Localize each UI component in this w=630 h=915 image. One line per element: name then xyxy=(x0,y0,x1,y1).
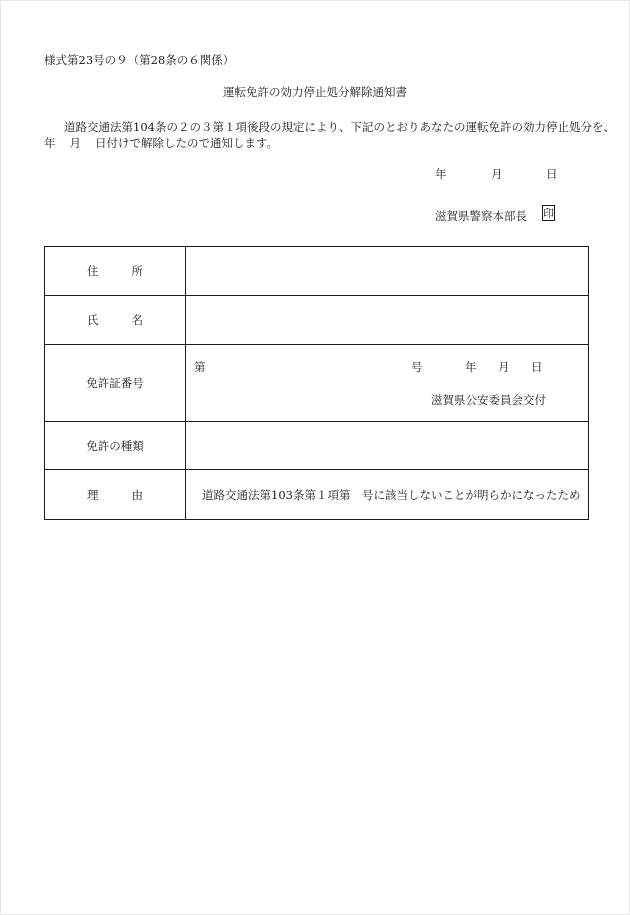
notice-table xyxy=(44,246,589,520)
body-text-line1: 道路交通法第104条の２の３第１項後段の規定により、下記のとおりあなたの運転免許の効力停止処分を、 xyxy=(64,120,615,134)
name-label: 氏 名 xyxy=(45,296,186,345)
license-type-label: 免許の種類 xyxy=(45,422,186,470)
reason-text: 道路交通法第103条第１項第 号に該当しないことが明らかになったため xyxy=(202,488,581,502)
document-title: 運転免許の効力停止処分解除通知書 xyxy=(223,85,407,99)
table-row-address xyxy=(45,247,589,296)
issuer-name: 滋賀県警察本部長 xyxy=(435,209,527,223)
license-type-value[interactable] xyxy=(186,422,589,470)
body-month: 月 xyxy=(69,136,81,150)
table-row-reason xyxy=(45,470,589,520)
license-number-label: 免許証番号 xyxy=(45,345,186,422)
body-rest: 日付けで解除したので通知します。 xyxy=(95,136,279,150)
form-number: 様式第23号の９（第28条の６関係） xyxy=(44,53,235,67)
license-go: 号 xyxy=(411,360,423,374)
license-month: 月 xyxy=(498,360,510,374)
name-value[interactable] xyxy=(186,296,589,345)
license-year: 年 xyxy=(465,360,477,374)
address-value[interactable] xyxy=(186,247,589,296)
license-number-value[interactable] xyxy=(186,345,589,422)
table-row-license-number xyxy=(45,345,589,422)
license-dai: 第 xyxy=(194,360,206,374)
table-row-license-type xyxy=(45,422,589,470)
issue-date-day: 日 xyxy=(546,167,558,181)
body-year: 年 xyxy=(44,136,56,150)
license-day: 日 xyxy=(531,360,543,374)
reason-value xyxy=(186,470,589,520)
issue-date-month: 月 xyxy=(491,167,503,181)
license-issued-by: 滋賀県公安委員会交付 xyxy=(431,393,546,407)
issue-date-year: 年 xyxy=(435,167,447,181)
seal-box: 印 xyxy=(543,207,554,220)
body-text-line2 xyxy=(44,135,278,151)
address-label: 住 所 xyxy=(45,247,186,296)
reason-label: 理 由 xyxy=(45,470,186,520)
table-row-name xyxy=(45,296,589,345)
